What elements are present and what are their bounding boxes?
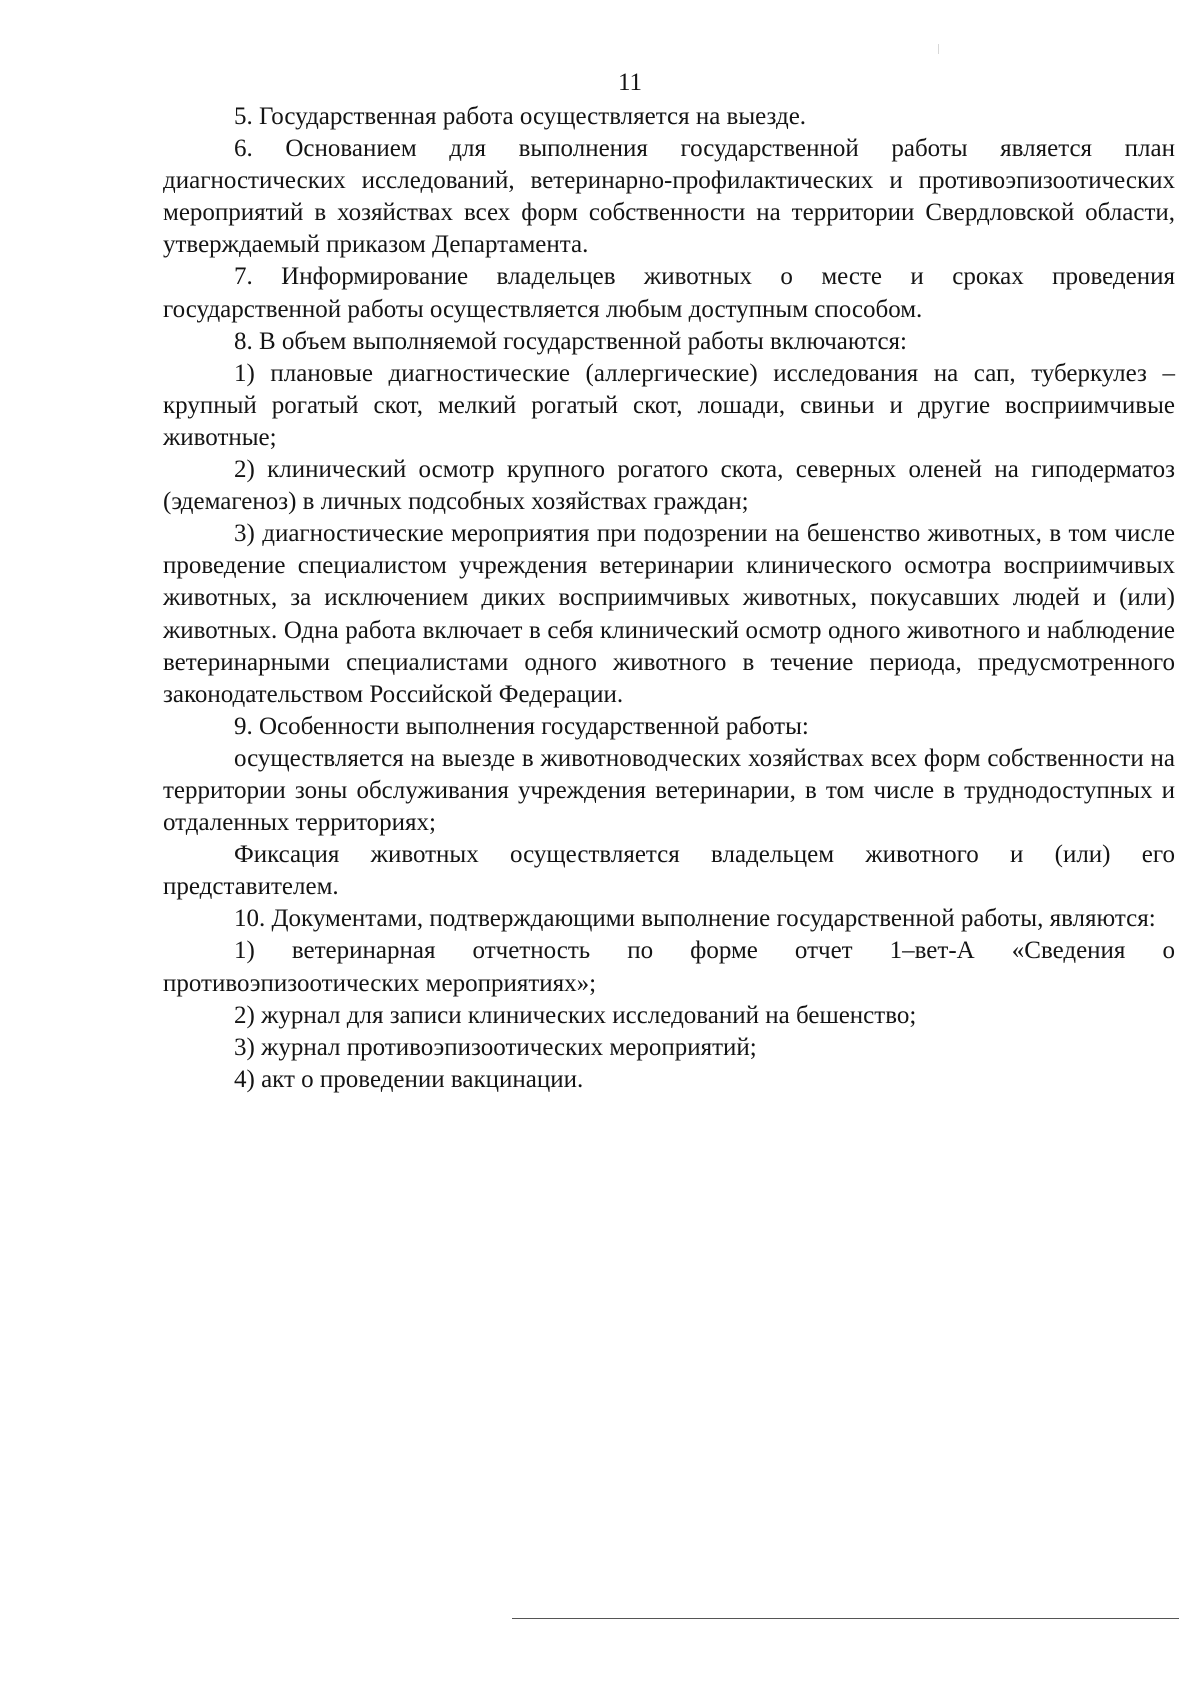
paragraph-item-10: 10. Документами, подтверждающими выполнение государственной работы, являются: [234,905,1156,933]
paragraph-item-10-1: 1) ветеринарная отчетность по форме отчет 1–вет-А «Сведения о противоэпизоотических мероприятиях»; [163,937,1175,997]
scan-artifact [938,44,939,54]
paragraph-item-10-2: 2) журнал для записи клинических исследований на бешенство; [234,1001,917,1029]
paragraph-item-8: 8. В объем выполняемой государственной работы включаются: [234,327,907,355]
paragraph-item-5: 5. Государственная работа осуществляется на выезде. [234,103,807,130]
paragraph-item-6: 6. Основанием для выполнения государственной работы является план диагностических исследований, ветеринарно-профилактических и противоэпизоотических мероприятий в хозяйствах всех форм собственности на территории Свердловской области, утверждаемый приказом Департамента. [163,135,1175,259]
page-number: 11 [617,69,643,96]
paragraph-item-8-2: 2) клинический осмотр крупного рогатого скота, северных оленей на гиподерматоз (эдемагеноз) в личных подсобных хозяйствах граждан; [163,456,1175,516]
paragraph-item-7: 7. Информирование владельцев животных о месте и сроках проведения государственной работы осуществляется любым доступным способом. [163,263,1175,323]
document-body [163,101,1175,1096]
footer-divider [512,1618,1179,1619]
paragraph-item-8-3: 3) диагностические мероприятия при подозрении на бешенство животных, в том числе проведение специалистом учреждения ветеринарии клинического осмотра восприимчивых животных, за исключением диких восприимчивых животных, покусавших людей и (или) животных. Одна работа включает в себя клинический осмотр одного животного и наблюдение ветеринарными специалистами одного животного в течение периода, предусмотренного законодательством Российской Федерации. [163,520,1175,708]
paragraph-item-9-a: осуществляется на выезде в животноводческих хозяйствах всех форм собственности на территории зоны обслуживания учреждения ветеринарии, в том числе в труднодоступных и отдаленных территориях; [163,744,1175,837]
paragraph-item-9-b: Фиксация животных осуществляется владельцем животного и (или) его представителем. [163,841,1175,901]
paragraph-item-10-4: 4) акт о проведении вакцинации. [234,1065,584,1093]
paragraph-item-9: 9. Особенности выполнения государственной работы: [234,712,809,740]
paragraph-item-8-1: 1) плановые диагностические (аллергические) исследования на сап, туберкулез – крупный рогатый скот, мелкий рогатый скот, лошади, свиньи и другие восприимчивые животные; [163,359,1175,451]
paragraph-item-10-3: 3) журнал противоэпизоотических мероприятий; [234,1033,757,1061]
